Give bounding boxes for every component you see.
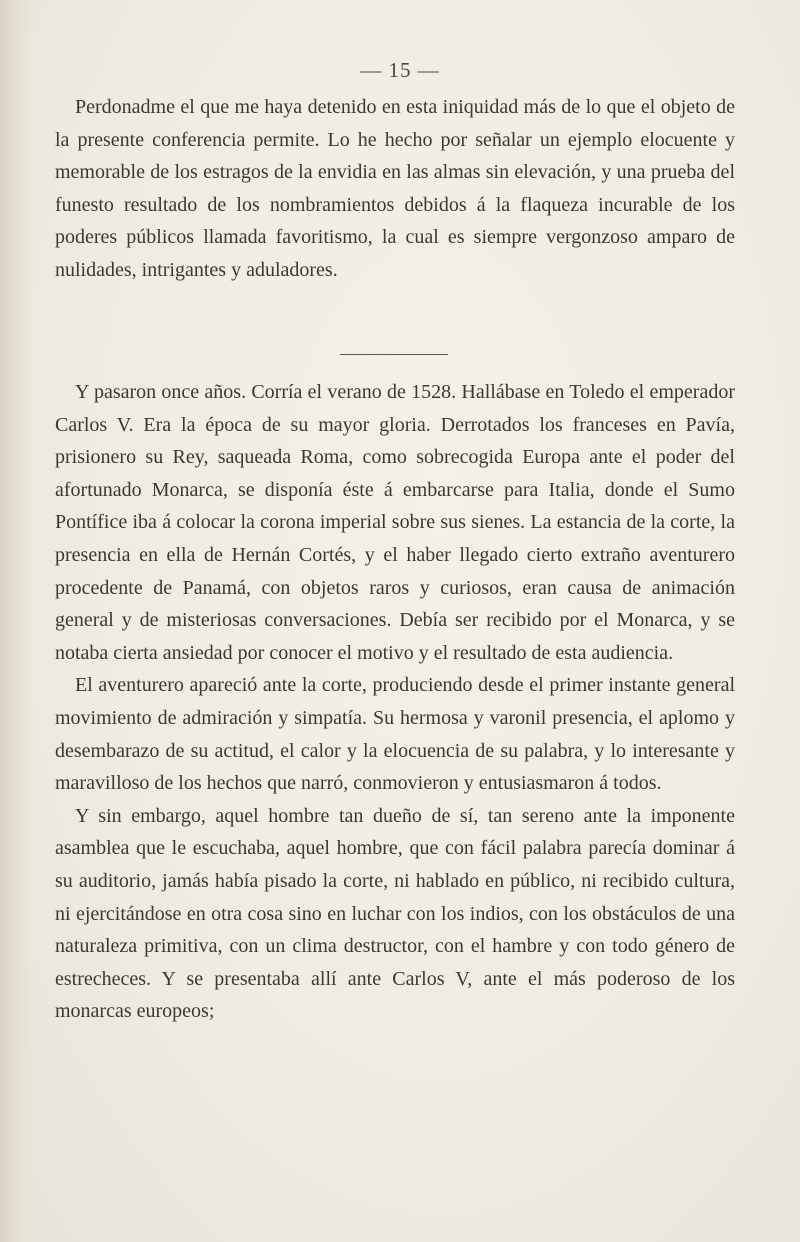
paragraph: Perdonadme el que me haya detenido en esta iniquidad más de lo que el objeto de la presente conferencia permite. Lo he hecho por señalar un ejemplo elocuente y memorable de los estragos de la envidia en las almas sin elevación, y una prueba del funesto resultado de los nombramientos debidos á la flaqueza incurable de los poderes públicos llamada favoritismo, la cual es siempre vergonzoso amparo de nulidades, intrigantes y aduladores. bbox=[55, 96, 735, 281]
section-separator-rule bbox=[340, 354, 448, 355]
text-block-intro bbox=[55, 91, 735, 287]
paragraph: El aventurero apareció ante la corte, produciendo desde el primer instante general movimiento de admiración y simpatía. Su hermosa y varonil presencia, el aplomo y desembarazo de su actitud, el calor y la elocuencia de su palabra, y lo interesante y maravilloso de los hechos que narró, conmovieron y entusiasmaron á todos. bbox=[55, 674, 735, 795]
text-block-main bbox=[55, 376, 735, 1028]
paragraph: Y sin embargo, aquel hombre tan dueño de sí, tan sereno ante la imponente asamblea que le escuchaba, aquel hombre, que con fácil palabra parecía dominar á su auditorio, jamás había pisado la corte, ni hablado en público, ni recibido cultura, ni ejercitándose en otra cosa sino en luchar con los indios, con los obstáculos de una naturaleza primitiva, con un clima destructor, con el hambre y con todo género de estrecheces. Y se presentaba allí ante Carlos V, ante el más poderoso de los monarcas europeos; bbox=[55, 804, 735, 1023]
spine-shadow bbox=[0, 0, 34, 1242]
paragraph: Y pasaron once años. Corría el verano de 1528. Hallábase en Toledo el emperador Carlos V. Era la época de su mayor gloria. Derrotados los franceses en Pavía, prisionero su Rey, saqueada Roma, como sobrecogida Europa ante el poder del afortunado Monarca, se disponía éste á embarcarse para Italia, donde el Sumo Pontífice iba á colocar la corona imperial sobre sus sienes. La estancia de la corte, la presencia en ella de Hernán Cortés, y el haber llegado cierto extraño aventurero procedente de Panamá, con objetos raros y curiosos, eran causa de animación general y de misteriosas conversaciones. Debía ser recibido por el Monarca, y se notaba cierta ansiedad por conocer el motivo y el resultado de esta audiencia. bbox=[55, 381, 735, 664]
page-number: — 15 — bbox=[360, 58, 440, 82]
